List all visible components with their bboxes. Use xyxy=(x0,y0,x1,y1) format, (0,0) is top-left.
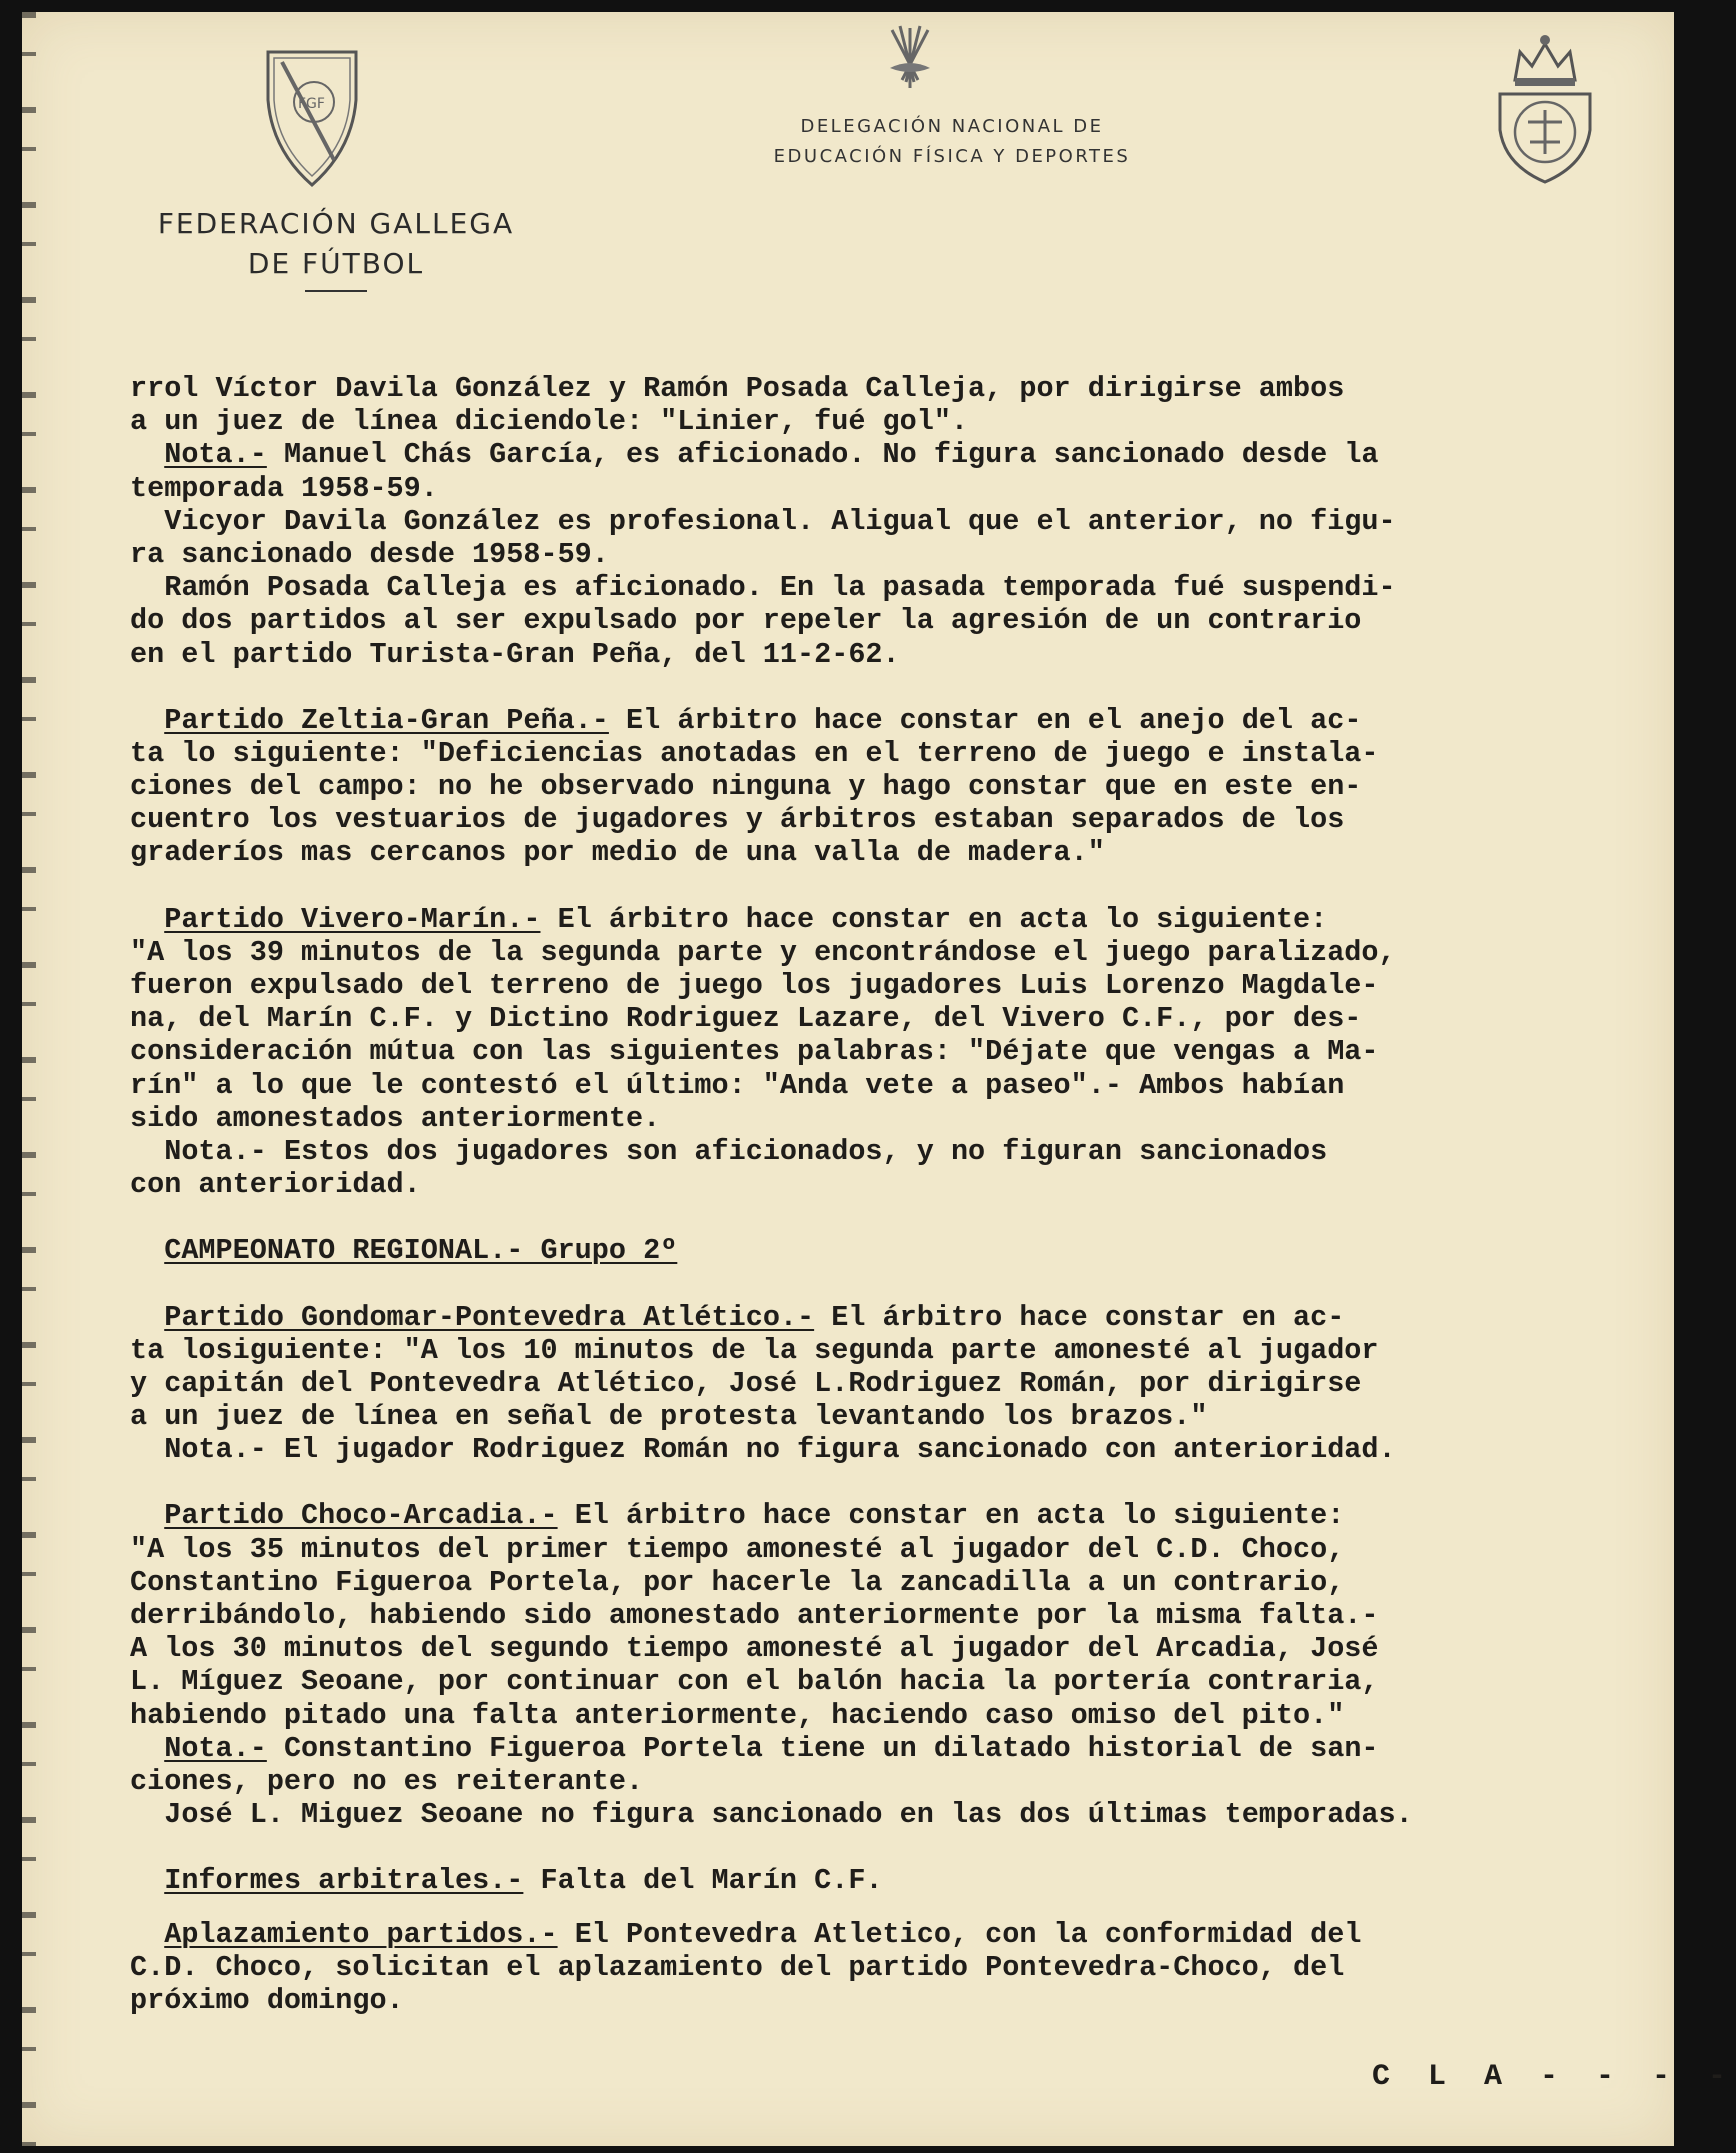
text-line: próximo domingo. xyxy=(130,1983,404,2017)
text-line: L. Míguez Seoane, por continuar con el balón hacia la portería contraria, xyxy=(130,1665,1379,1699)
text-line: rín" a lo que le contestó el último: "Anda vete a paseo".- Ambos habían xyxy=(130,1068,1345,1102)
note-heading: Nota.- xyxy=(164,438,267,472)
delegation-line-1: DELEGACIÓN NACIONAL DE xyxy=(800,116,1104,137)
text-line: sido amonestados anteriormente. xyxy=(130,1101,661,1135)
federation-shield-icon xyxy=(262,40,362,190)
document-page xyxy=(22,12,1736,2146)
text-line xyxy=(130,1234,1670,1267)
text-line: "A los 39 minutos de la segunda parte y encontrándose el juego paralizado, xyxy=(130,935,1396,969)
text-line: ta lo siguiente: "Deficiencias anotadas en el terreno de juego e instala- xyxy=(130,736,1379,770)
torn-left-edge xyxy=(22,12,36,2146)
text-line: ta losiguiente: "A los 10 minutos de la segunda parte amonesté al jugador xyxy=(130,1333,1379,1367)
federation-line-2: DE FÚTBOL xyxy=(247,247,425,280)
match-heading: Partido Gondomar-Pontevedra Atlético.- xyxy=(164,1300,815,1334)
text-line: rrol Víctor Davila González y Ramón Posada Calleja, por dirigirse ambos xyxy=(130,372,1345,405)
text-line: A los 30 minutos del segundo tiempo amonesté al jugador del Arcadia, José xyxy=(130,1632,1379,1666)
text-line: na, del Marín C.F. y Dictino Rodriguez Lazare, del Vivero C.F., por des- xyxy=(130,1002,1362,1036)
federation-line-1: FEDERACIÓN GALLEGA xyxy=(157,207,515,240)
text-line: "A los 35 minutos del primer tiempo amonesté al jugador del C.D. Choco, xyxy=(130,1532,1345,1566)
match-heading: Partido Zeltia-Gran Peña.- xyxy=(164,703,609,737)
text-line: a un juez de línea diciendole: "Linier, fué gol". xyxy=(130,405,969,439)
text-line: Nota.- Estos dos jugadores son aficionados, y no figuran sancionados xyxy=(164,1134,1328,1168)
delegation-line-2: EDUCACIÓN FÍSICA Y DEPORTES xyxy=(773,146,1131,167)
text-line: do dos partidos al ser expulsado por repeler la agresión de un contrario xyxy=(130,604,1362,638)
text-line: Aplazamiento partidos.- El Pontevedra Atletico, con la conformidad del xyxy=(164,1917,1362,1951)
text-line: Vicyor Davila González es profesional. Aligual que el anterior, no figu- xyxy=(164,504,1396,538)
match-heading: Partido Choco-Arcadia.- xyxy=(164,1499,558,1533)
text-line: C.D. Choco, solicitan el aplazamiento del partido Pontevedra-Choco, del xyxy=(130,1950,1345,1984)
text-line: José L. Miguez Seoane no figura sancionado en las dos últimas temporadas. xyxy=(164,1798,1413,1832)
text-line: Partido Choco-Arcadia.- El árbitro hace constar en acta lo siguiente: xyxy=(164,1499,1345,1533)
text-line: Ramón Posada Calleja es aficionado. En la pasada temporada fué suspendi- xyxy=(164,571,1396,605)
text-line: Partido Gondomar-Pontevedra Atlético.- El árbitro hace constar en ac- xyxy=(164,1300,1345,1334)
royal-crown-shield-icon xyxy=(1490,30,1600,185)
text-line: derribándolo, habiendo sido amonestado anteriormente por la misma falta.- xyxy=(130,1599,1379,1632)
delegation-heading xyxy=(702,112,1202,172)
reports-heading: Informes arbitrales.- xyxy=(164,1864,524,1898)
text-line: en el partido Turista-Gran Peña, del 11-2-62. xyxy=(130,637,900,671)
text-line: ciones del campo: no he observado ninguna y hago constar que en este en- xyxy=(130,770,1362,804)
heading-rule xyxy=(305,290,367,292)
text-line: Nota.- Constantino Figueroa Portela tiene un dilatado historial de san- xyxy=(164,1731,1379,1765)
text-line: ra sancionado desde 1958-59. xyxy=(130,537,609,571)
text-line: y capitán del Pontevedra Atlético, José L.Rodriguez Román, por dirigirse xyxy=(130,1366,1362,1400)
text-line: Partido Vivero-Marín.- El árbitro hace constar en acta lo siguiente: xyxy=(164,902,1328,936)
text-line: Partido Zeltia-Gran Peña.- El árbitro hace constar en el anejo del ac- xyxy=(164,703,1362,737)
section-title: CAMPEONATO REGIONAL.- Grupo 2º xyxy=(164,1234,678,1268)
text-line: Informes arbitrales.- Falta del Marín C.F. xyxy=(164,1864,883,1898)
text-line: habiendo pitado una falta anteriormente, haciendo caso omiso del pito." xyxy=(130,1698,1345,1732)
text-line: a un juez de línea en señal de protesta levantando los brazos." xyxy=(130,1400,1208,1434)
text-line: graderíos mas cercanos por medio de una valla de madera." xyxy=(130,836,1105,870)
arrows-yoke-emblem-icon xyxy=(880,18,940,98)
match-heading: Partido Vivero-Marín.- xyxy=(164,902,541,936)
text-line: con anterioridad. xyxy=(130,1168,421,1202)
text-line: Nota.- El jugador Rodriguez Román no figura sancionado con anterioridad. xyxy=(164,1433,1396,1467)
postponement-heading: Aplazamiento partidos.- xyxy=(164,1917,558,1951)
text-line: temporada 1958-59. xyxy=(130,471,438,505)
text-line: Constantino Figueroa Portela, por hacerle la zancadilla a un contrario, xyxy=(130,1565,1345,1599)
note-heading: Nota.- xyxy=(164,1731,267,1765)
svg-text:FGF: FGF xyxy=(298,96,325,112)
federation-heading xyxy=(126,204,546,292)
text-line: fueron expulsado del terreno de juego los jugadores Luis Lorenzo Magdale- xyxy=(130,969,1379,1002)
document-body xyxy=(130,372,1670,2017)
text-line: ciones, pero no es reiterante. xyxy=(130,1764,644,1798)
text-line: consideración mútua con las siguientes palabras: "Déjate que vengas a Ma- xyxy=(130,1035,1379,1069)
continuation-mark: C L A - - - - xyxy=(1372,2060,1736,2094)
text-line: cuentro los vestuarios de jugadores y árbitros estaban separados de los xyxy=(130,803,1345,837)
text-line: Nota.- Manuel Chás García, es aficionado. No figura sancionado desde la xyxy=(164,438,1379,472)
